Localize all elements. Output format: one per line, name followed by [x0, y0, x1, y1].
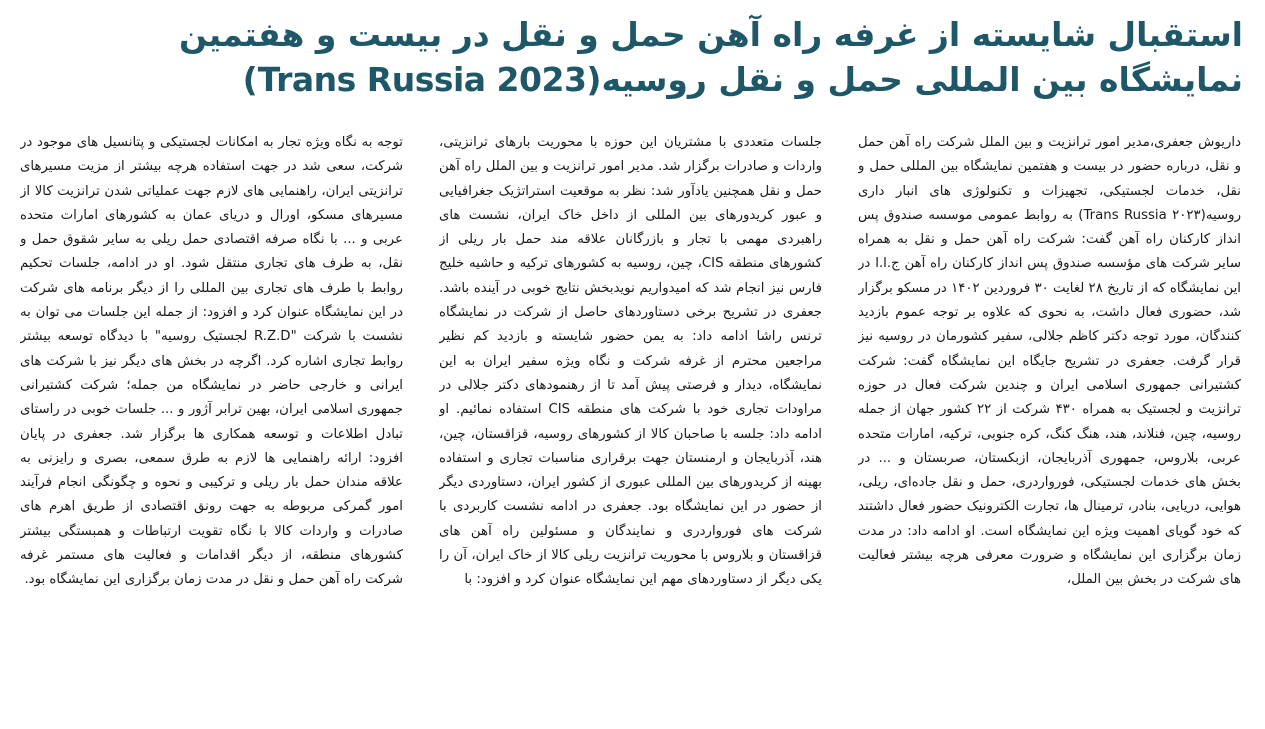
article-columns: [19, 131, 1241, 721]
column-left: [20, 131, 403, 721]
column-left-text: توجه به نگاه ویژه تجار به امکانات لجستیکی و پتانسیل های موجود در شرکت، سعی شد در جهت استفاده هرچه بیشتر از مزیت مسیرهای ترانزیتی ایران، راهنمایی های لازم جهت عملیاتی شدن ترانزیت کالا از مسیرهای مسکو، اورال و دریای عمان به کشورهای امارات متحده عربی و ... با نگاه صرفه اقتصادی حمل ریلی به سایر شقوق حمل و نقل، به طرف های تجاری منتقل شود. او در ادامه، جلسات تحکیم روابط با طرف های تجاری بین المللی را از دیگر برنامه های شرکت در این نمایشگاه عنوان کرد و افزود: از جمله این جلسات می توان به نشست با شرکت "R.Z.D لجستیک روسیه" با دیدگاه توسعه بیشتر روابط تجاری اشاره کرد. اگرچه در بخش های دیگر نیز با شرکت های ایرانی و خارجی حاضر در نمایشگاه من جمله؛ شرکت کشتیرانی جمهوری اسلامی ایران، بهین ترابر آژور و ... جلسات خوبی در راستای تبادل اطلاعات و توسعه همکاری ها برگزار شد. جعفری در پایان افزود: ارائه راهنمایی ها لازم به طرق سمعی، بصری و رایزنی به علاقه مندان حمل بار ریلی و ترکیبی و نحوه و چگونگی انجام فرآیند امور گمرکی مربوطه به جهت رونق اقتصادی از طریق اهرم های صادرات و واردات کالا با نگاه تقویت ارتباطات و همبستگی بیشتر کشورهای منطقه، از دیگر اقدامات و فعالیت های مستمر غرفه شرکت راه آهن حمل و نقل در مدت زمان برگزاری این نمایشگاه بود.: [20, 135, 403, 588]
headline-line-2: نمایشگاه بین المللی حمل و نقل روسیه(Trans Russia 2023): [242, 60, 1243, 99]
column-middle-text: جلسات متعددی با مشتریان این حوزه با محوریت بارهای ترانزیتی، واردات و صادرات برگزار شد. مدیر امور ترانزیت و بین الملل راه آهن حمل و نقل همچنین یادآور شد: نظر به موقعیت استراتژیک جغرافیایی و عبور کریدورهای بین المللی از داخل خاک ایران، نشست های راهبردی مهمی با تجار و بازرگانان علاقه مند حمل بار ریلی از کشورهای منطقه CIS، چین، روسیه به کشورهای ترکیه و حاشیه خلیج فارس نیز انجام شد که امیدواریم نویدبخش نتایج خوبی در آینده باشد. جعفری در تشریح برخی دستاوردهای حاصل از شرکت در نمایشگاه ترنس راشا ادامه داد: به یمن حضور شایسته و بازدید کم نظیر مراجعین محترم از غرفه شرکت و نگاه ویژه سفیر ایران به این نمایشگاه، دیدار و فرصتی پیش آمد تا از رهنمودهای دکتر جلالی در مراودات تجاری خود با شرکت های منطقه CIS استفاده نمائیم. او ادامه داد: جلسه با صاحبان کالا از کشورهای روسیه، قزاقستان، چین، هند، آذربایجان و ارمنستان جهت برقراری مناسبات تجاری و استفاده بهینه از کریدورهای بین المللی عبوری از کشور ایران، دستاوردی دیگر از حضور در این نمایشگاه بود. جعفری در ادامه نشست کاربردی با شرکت های فورواردری و نمایندگان و مسئولین راه آهن های قزاقستان و بلاروس با محوریت ترانزیت ریلی کالا از خاک ایران، آن را یکی دیگر از دستاوردهای مهم این نمایشگاه عنوان کرد و افزود: با: [439, 135, 822, 588]
article-headline: [13, 12, 1243, 102]
column-right-text: داریوش جعفری،مدیر امور ترانزیت و بین الملل شرکت راه آهن حمل و نقل، درباره حضور در بیست و هفتمین نمایشگاه بین المللی حمل و نقل، خدمات لجستیکی، تجهیزات و تکنولوژی های انبار داری روسیه(Trans Russia ۲۰۲۳) به روابط عمومی موسسه صندوق پس انداز کارکنان راه آهن گفت: شرکت راه آهن حمل و نقل به همراه سایر شرکت های مؤسسه صندوق پس انداز کارکنان راه آهن ج.ا.ا در این نمایشگاه که از تاریخ ۲۸ لغایت ۳۰ فروردین ۱۴۰۲ در مسکو برگزار شد، حضوری فعال داشت، به نحوی که علاوه بر توجه عموم بازدید کنندگان، مورد توجه دکتر کاظم جلالی، سفیر کشورمان در روسیه نیز قرار گرفت. جعفری در تشریح جایگاه این نمایشگاه گفت: شرکت کشتیرانی جمهوری اسلامی ایران و چندین شرکت فعال در حوزه ترانزیت و لجستیک به همراه ۴۳۰ شرکت از ۲۲ کشور جهان از جمله روسیه، چین، فنلاند، هند، هنگ کنگ، کره جنوبی، ترکیه، امارات متحده عربی، بلاروس، جمهوری آذربایجان، ازبکستان، صربستان و ... در بخش های خدمات لجستیکی، فورواردری، حمل و نقل جاده‌ای، ریلی، هوایی، دریایی، بنادر، ترمینال ها، تجارت الکترونیک حضور فعال داشتند که خود گویای اهمیت ویژه این نمایشگاه است. او ادامه داد: در مدت زمان برگزاری این نمایشگاه و ضرورت معرفی هرچه بیشتر فعالیت های شرکت در بخش بین الملل،: [858, 135, 1241, 588]
column-right: [858, 131, 1241, 721]
column-middle: [439, 131, 822, 721]
headline-line-1: استقبال شایسته از غرفه راه آهن حمل و نقل در بیست و هفتمین: [178, 15, 1243, 54]
